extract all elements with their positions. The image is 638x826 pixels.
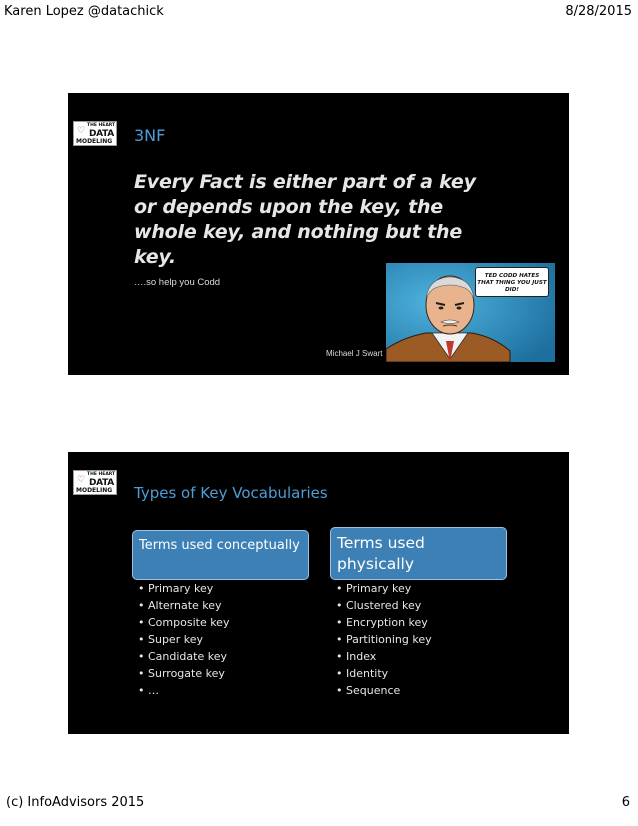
heart-icon: ♡	[77, 126, 86, 136]
slide-3nf	[68, 93, 569, 375]
logo-line-3: MODELING	[76, 138, 113, 145]
logo-line-2: DATA	[89, 129, 114, 139]
list-item: • Alternate key	[138, 597, 229, 614]
comic-illustration	[386, 263, 555, 362]
slide-key-vocabularies	[68, 452, 569, 734]
list-item: • Identity	[336, 665, 432, 682]
list-item: • Encryption key	[336, 614, 432, 631]
header-author: Karen Lopez @datachick	[4, 4, 164, 19]
credit: Michael J Swart	[326, 349, 383, 358]
conceptual-terms-heading: Terms used conceptually	[132, 530, 309, 580]
slide-title: 3NF	[134, 126, 166, 145]
list-item: • Composite key	[138, 614, 229, 631]
list-item: • Super key	[138, 631, 229, 648]
list-item: • …	[138, 682, 229, 699]
footer-copyright: (c) InfoAdvisors 2015	[6, 795, 145, 810]
logo-line-2: DATA	[89, 478, 114, 488]
list-item: • Primary key	[336, 580, 432, 597]
physical-terms-list	[336, 580, 432, 699]
list-item: • Surrogate key	[138, 665, 229, 682]
tagline: ….so help you Codd	[134, 277, 221, 288]
list-item: • Candidate key	[138, 648, 229, 665]
list-item: • Clustered key	[336, 597, 432, 614]
speech-bubble: TED CODD HATES THAT THING YOU JUST DID!	[475, 267, 549, 297]
heart-of-data-modeling-logo	[73, 121, 117, 146]
logo-line-1: THE HEART	[87, 123, 116, 128]
logo-line-3: MODELING	[76, 487, 113, 494]
header-date: 8/28/2015	[565, 4, 632, 19]
logo-line-1: THE HEART	[87, 472, 116, 477]
conceptual-terms-list	[138, 580, 229, 699]
physical-terms-heading: Terms used physically	[330, 527, 507, 580]
list-item: • Primary key	[138, 580, 229, 597]
slide-title: Types of Key Vocabularies	[134, 484, 328, 502]
list-item: • Sequence	[336, 682, 432, 699]
list-item: • Index	[336, 648, 432, 665]
codd-quote: Every Fact is either part of a key or depends upon the key, the whole key, and nothing but the key.	[134, 171, 476, 268]
list-item: • Partitioning key	[336, 631, 432, 648]
heart-icon: ♡	[77, 475, 86, 485]
page-number: 6	[621, 795, 630, 810]
heart-of-data-modeling-logo	[73, 470, 117, 495]
